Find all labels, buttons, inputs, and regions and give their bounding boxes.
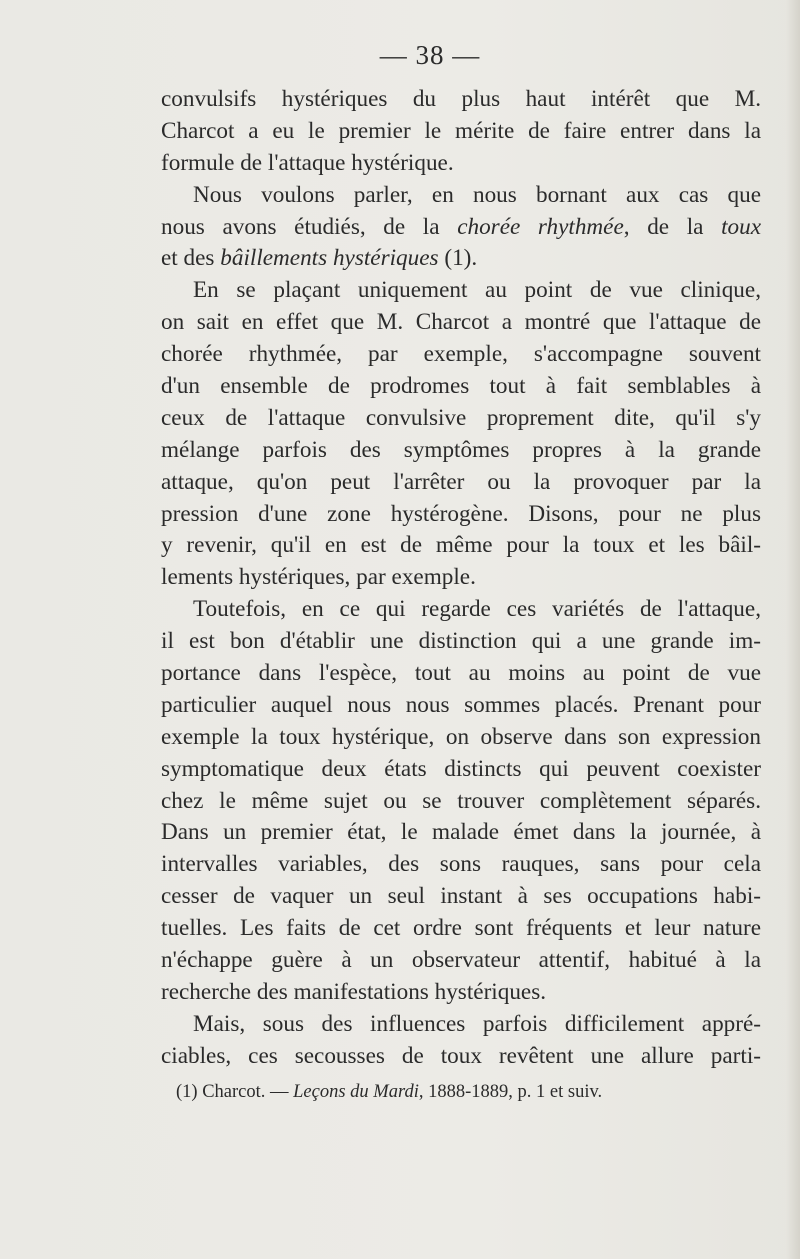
text-line: tuelles. Les faits de cet ordre sont fréquents et leur nature [161,915,761,942]
italic-term-choree: chorée rhythmée [457,213,624,240]
text-line: il est bon d'établir une distinction qui a une grande im- [161,628,761,655]
footnote [176,1082,602,1103]
text-line-mixed [161,212,761,244]
text-line: formule de l'attaque hystérique. [161,149,454,176]
text-line: symptomatique deux états distincts qui peuvent coexister [161,755,761,782]
text-line: Dans un premier état, le malade émet dans la journée, à [161,819,761,846]
text-line: Nous voulons parler, en nous bornant aux cas que [193,181,761,208]
text-line-mixed [161,243,761,275]
footnote-suffix: , 1888-1889, p. 1 et suiv. [418,1082,603,1102]
text-line: En se plaçant uniquement au point de vue clinique, [193,277,761,304]
text-line: attaque, qu'on peut l'arrêter ou la provoquer par la [161,468,761,495]
footnote-prefix: (1) Charcot. — [176,1082,289,1102]
text-line: exemple la toux hystérique, on observe dans son expression [161,723,761,750]
text-line: chez le même sujet ou se trouver complètement séparés. [161,787,761,814]
footnote-ref: (1). [444,245,478,272]
body-text [161,84,761,1073]
text-line: ceux de l'attaque convulsive proprement dite, qu'il s'y [161,404,761,431]
italic-term-toux: toux [721,213,762,240]
text-line: mélange parfois des symptômes propres à la grande [161,436,761,463]
text-line: recherche des manifestations hystériques. [161,978,547,1005]
page-number: — 38 — [379,40,481,70]
page-edge-shadow [786,0,800,1259]
text-line: particulier auquel nous nous sommes placés. Prenant pour [161,691,761,718]
text-run: , de la [623,213,704,240]
text-line: intervalles variables, des sons rauques, sans pour cela [161,851,761,878]
text-run: et des [161,245,215,272]
text-line: convulsifs hystériques du plus haut intérêt que M. [161,86,761,112]
footnote-title: Leçons du Mardi [293,1082,419,1102]
text-line: chorée rhythmée, par exemple, s'accompagne souvent [161,341,761,368]
text-run: nous avons étudiés, de la [161,213,440,240]
text-line: y revenir, qu'il en est de même pour la toux et les bâil- [161,532,761,559]
text-line: lements hystériques, par exemple. [161,564,476,591]
text-line: Toutefois, en ce qui regarde ces variétés de l'attaque, [193,596,761,623]
text-line: cesser de vaquer un seul instant à ses occupations habi- [161,883,761,910]
text-line: d'un ensemble de prodromes tout à fait semblables à [161,373,761,400]
text-line: portance dans l'espèce, tout au moins au point de vue [161,660,761,687]
italic-term-baillements: bâillements hystériques [220,245,439,272]
text-line: pression d'une zone hystérogène. Disons, pour ne plus [161,500,761,527]
text-line: ciables, ces secousses de toux revêtent une allure parti- [161,1042,761,1069]
text-line: on sait en effet que M. Charcot a montré que l'attaque de [161,309,761,336]
text-line: Charcot a eu le premier le mérite de faire entrer dans la [161,117,761,144]
text-line: Mais, sous des influences parfois difficilement appré- [193,1010,761,1037]
text-line: n'échappe guère à un observateur attentif, habitué à la [161,947,761,974]
